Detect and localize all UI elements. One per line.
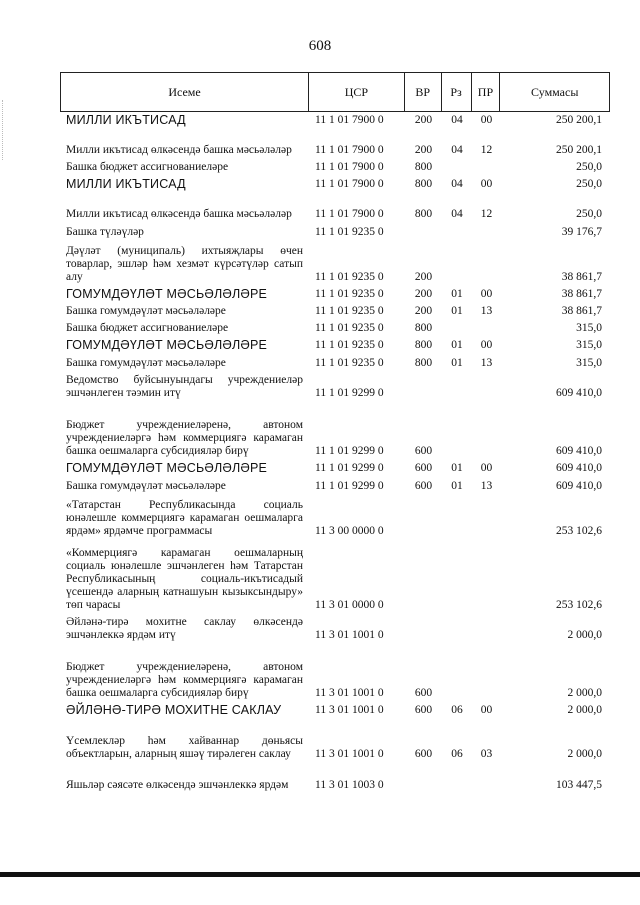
row-vr: 600 — [414, 480, 433, 492]
row-csr: 11 1 01 7900 0 — [315, 114, 384, 126]
row-csr: 11 3 01 1001 0 — [315, 629, 384, 641]
table-row — [60, 303, 610, 320]
row-name: Әйләнә-тирә мохитне саклау өлкәсендә эшчәнлеккә ярдәм итү — [66, 616, 303, 641]
row-name: Башка бюджет ассигнованиеләре — [66, 322, 229, 334]
row-csr: 11 1 01 9235 0 — [315, 305, 384, 317]
row-csr: 11 3 00 0000 0 — [315, 525, 384, 537]
row-name: Башка бюджет ассигнованиеләре — [66, 161, 229, 173]
header-vr: ВР — [405, 73, 442, 111]
row-sum: 609 410,0 — [556, 480, 602, 492]
row-vr: 600 — [414, 748, 433, 760]
table-row — [60, 129, 610, 159]
header-csr: ЦСР — [309, 73, 405, 111]
row-pr: 03 — [480, 748, 493, 760]
row-csr: 11 1 01 9235 0 — [315, 271, 384, 283]
row-sum: 38 861,7 — [561, 288, 602, 300]
table-row — [60, 644, 610, 702]
row-csr: 11 1 01 7900 0 — [315, 144, 384, 156]
row-csr: 11 1 01 9235 0 — [315, 226, 384, 238]
row-vr: 200 — [414, 305, 433, 317]
table-row — [60, 159, 610, 176]
table-row — [60, 286, 610, 303]
header-rz: Рз — [442, 73, 472, 111]
budget-table — [60, 72, 610, 794]
row-sum: 38 861,7 — [561, 305, 602, 317]
row-csr: 11 1 01 9299 0 — [315, 462, 384, 474]
row-name: ГОМУМДӘҮЛӘТ МӘСЬӘЛӘЛӘРЕ — [66, 287, 268, 301]
table-row — [60, 614, 610, 644]
row-vr: 800 — [414, 322, 433, 334]
row-pr: 00 — [480, 704, 493, 716]
row-name: Бюджет учреждениеләренә, автоном учреждениеләргә һәм коммерциягә карамаган башка оешмаларга субсидияләр бирү — [66, 419, 303, 457]
row-rz: 01 — [451, 288, 463, 300]
row-sum: 250,0 — [576, 161, 602, 173]
row-csr: 11 1 01 9235 0 — [315, 288, 384, 300]
row-sum: 609 410,0 — [556, 387, 602, 399]
row-csr: 11 3 01 0000 0 — [315, 599, 384, 611]
table-row — [60, 241, 610, 286]
row-name: Башка гомумдәүләт мәсьәләләре — [66, 480, 226, 492]
row-pr: 00 — [480, 462, 493, 474]
table-row — [60, 112, 610, 129]
row-csr: 11 3 01 1003 0 — [315, 779, 384, 791]
row-name: Ведомство буйсынуындагы учреждениеләр эшчәнлеген тәэмин итү — [66, 374, 303, 399]
row-csr: 11 1 01 9299 0 — [315, 445, 384, 457]
row-rz: 06 — [451, 748, 463, 760]
table-row — [60, 354, 610, 372]
table-row — [60, 320, 610, 337]
row-name: Яшьләр сәясәте өлкәсендә эшчәнлеккә ярдәм — [66, 779, 289, 791]
row-vr: 200 — [414, 144, 433, 156]
row-csr: 11 1 01 9235 0 — [315, 322, 384, 334]
row-vr: 800 — [414, 178, 433, 190]
row-sum: 250 200,1 — [556, 144, 602, 156]
row-pr: 12 — [480, 144, 493, 156]
row-vr: 800 — [414, 339, 433, 351]
table-row — [60, 702, 610, 719]
table-row — [60, 763, 610, 794]
row-pr: 00 — [480, 339, 493, 351]
row-sum: 2 000,0 — [567, 687, 602, 699]
row-csr: 11 1 01 7900 0 — [315, 178, 384, 190]
row-vr: 200 — [414, 271, 433, 283]
row-pr: 00 — [480, 178, 493, 190]
row-sum: 253 102,6 — [556, 525, 602, 537]
row-sum: 315,0 — [576, 339, 602, 351]
header-name: Исеме — [61, 73, 309, 111]
row-name: Башка гомумдәүләт мәсьәләләре — [66, 357, 226, 369]
row-pr: 13 — [480, 480, 493, 492]
row-rz: 01 — [451, 305, 463, 317]
row-sum: 250,0 — [576, 178, 602, 190]
row-rz: 04 — [451, 178, 463, 190]
header-sum: Суммасы — [531, 84, 579, 99]
row-pr: 00 — [480, 114, 493, 126]
row-sum: 2 000,0 — [567, 704, 602, 716]
row-vr: 600 — [414, 462, 433, 474]
row-vr: 800 — [414, 357, 433, 369]
row-name: ГОМУМДӘҮЛӘТ МӘСЬӘЛӘЛӘРЕ — [66, 338, 268, 352]
row-name: ГОМУМДӘҮЛӘТ МӘСЬӘЛӘЛӘРЕ — [66, 461, 268, 475]
row-sum: 39 176,7 — [561, 226, 602, 238]
margin-mark — [2, 100, 4, 160]
table-row — [60, 372, 610, 402]
row-csr: 11 3 01 1001 0 — [315, 687, 384, 699]
table-row — [60, 402, 610, 460]
row-vr: 800 — [414, 208, 433, 220]
row-vr: 200 — [414, 114, 433, 126]
row-pr: 00 — [480, 288, 493, 300]
row-sum: 609 410,0 — [556, 445, 602, 457]
row-csr: 11 1 01 7900 0 — [315, 161, 384, 173]
row-sum: 253 102,6 — [556, 599, 602, 611]
row-name: «Коммерциягә карамаган оешмаларның социаль юнәлешле эшчәнлеген һәм Татарстан Республикасының социаль-икътисадый үсешендә аларның катнашуын кызыксындыру» төп чарасы — [66, 547, 303, 611]
row-csr: 11 3 01 1001 0 — [315, 704, 384, 716]
row-sum: 2 000,0 — [567, 629, 602, 641]
table-row — [60, 477, 610, 495]
row-csr: 11 1 01 9299 0 — [315, 480, 384, 492]
page-number: 608 — [308, 38, 332, 54]
row-name: МИЛЛИ ИКЪТИСАД — [66, 177, 186, 191]
row-vr: 800 — [414, 161, 433, 173]
row-vr: 600 — [414, 687, 433, 699]
row-pr: 13 — [480, 357, 493, 369]
row-pr: 12 — [480, 208, 493, 220]
row-name: «Татарстан Республикасында социаль юнәлешле коммерциягә карамаган оешмаларга ярдәм» ярдәмче программасы — [66, 499, 303, 537]
row-rz: 01 — [451, 357, 463, 369]
row-sum: 315,0 — [576, 357, 602, 369]
row-csr: 11 1 01 9299 0 — [315, 387, 384, 399]
row-rz: 01 — [451, 339, 463, 351]
row-csr: 11 1 01 9235 0 — [315, 357, 384, 369]
row-vr: 600 — [414, 704, 433, 716]
table-row — [60, 719, 610, 763]
row-vr: 600 — [414, 445, 433, 457]
row-name: Башка түләүләр — [66, 226, 144, 238]
row-name: Бюджет учреждениеләренә, автоном учреждениеләргә һәм коммерциягә карамаган башка оешмаларга субсидияләр бирү — [66, 661, 303, 699]
row-pr: 13 — [480, 305, 493, 317]
table-row — [60, 337, 610, 354]
row-name: ӘЙЛӘНӘ-ТИРӘ МОХИТНЕ САКЛАУ — [66, 703, 282, 717]
table-body — [60, 112, 610, 794]
row-name: Башка гомумдәүләт мәсьәләләре — [66, 305, 226, 317]
row-sum: 38 861,7 — [561, 271, 602, 283]
row-csr: 11 1 01 9235 0 — [315, 339, 384, 351]
row-rz: 04 — [451, 208, 463, 220]
row-rz: 04 — [451, 144, 463, 156]
table-row — [60, 223, 610, 241]
row-name: МИЛЛИ ИКЪТИСАД — [66, 113, 186, 127]
header-pr: ПР — [472, 73, 501, 111]
table-header — [60, 72, 610, 112]
row-name: Милли икътисад өлкәсендә башка мәсьәләләр — [66, 208, 292, 220]
row-sum: 315,0 — [576, 322, 602, 334]
row-name: Дәүләт (муниципаль) ихтыяҗлары өчен товарлар, эшләр һәм хезмәт күрсәтүләр сатып алу — [66, 245, 303, 283]
table-row — [60, 193, 610, 223]
row-rz: 01 — [451, 462, 463, 474]
row-csr: 11 1 01 7900 0 — [315, 208, 384, 220]
row-sum: 250,0 — [576, 208, 602, 220]
row-name: Үсемлекләр һәм хайваннар дөньясы объектларын, аларның яшәү тирәлеген саклау — [66, 735, 303, 760]
row-rz: 06 — [451, 704, 463, 716]
table-row — [60, 460, 610, 477]
row-sum: 2 000,0 — [567, 748, 602, 760]
row-vr: 200 — [414, 288, 433, 300]
row-sum: 609 410,0 — [556, 462, 602, 474]
row-rz: 01 — [451, 480, 463, 492]
scan-edge-bar — [0, 872, 640, 877]
row-rz: 04 — [451, 114, 463, 126]
row-name: Милли икътисад өлкәсендә башка мәсьәләләр — [66, 144, 292, 156]
row-sum: 250 200,1 — [556, 114, 602, 126]
table-row — [60, 176, 610, 193]
table-row — [60, 495, 610, 540]
row-csr: 11 3 01 1001 0 — [315, 748, 384, 760]
table-row — [60, 540, 610, 614]
row-sum: 103 447,5 — [556, 779, 602, 791]
